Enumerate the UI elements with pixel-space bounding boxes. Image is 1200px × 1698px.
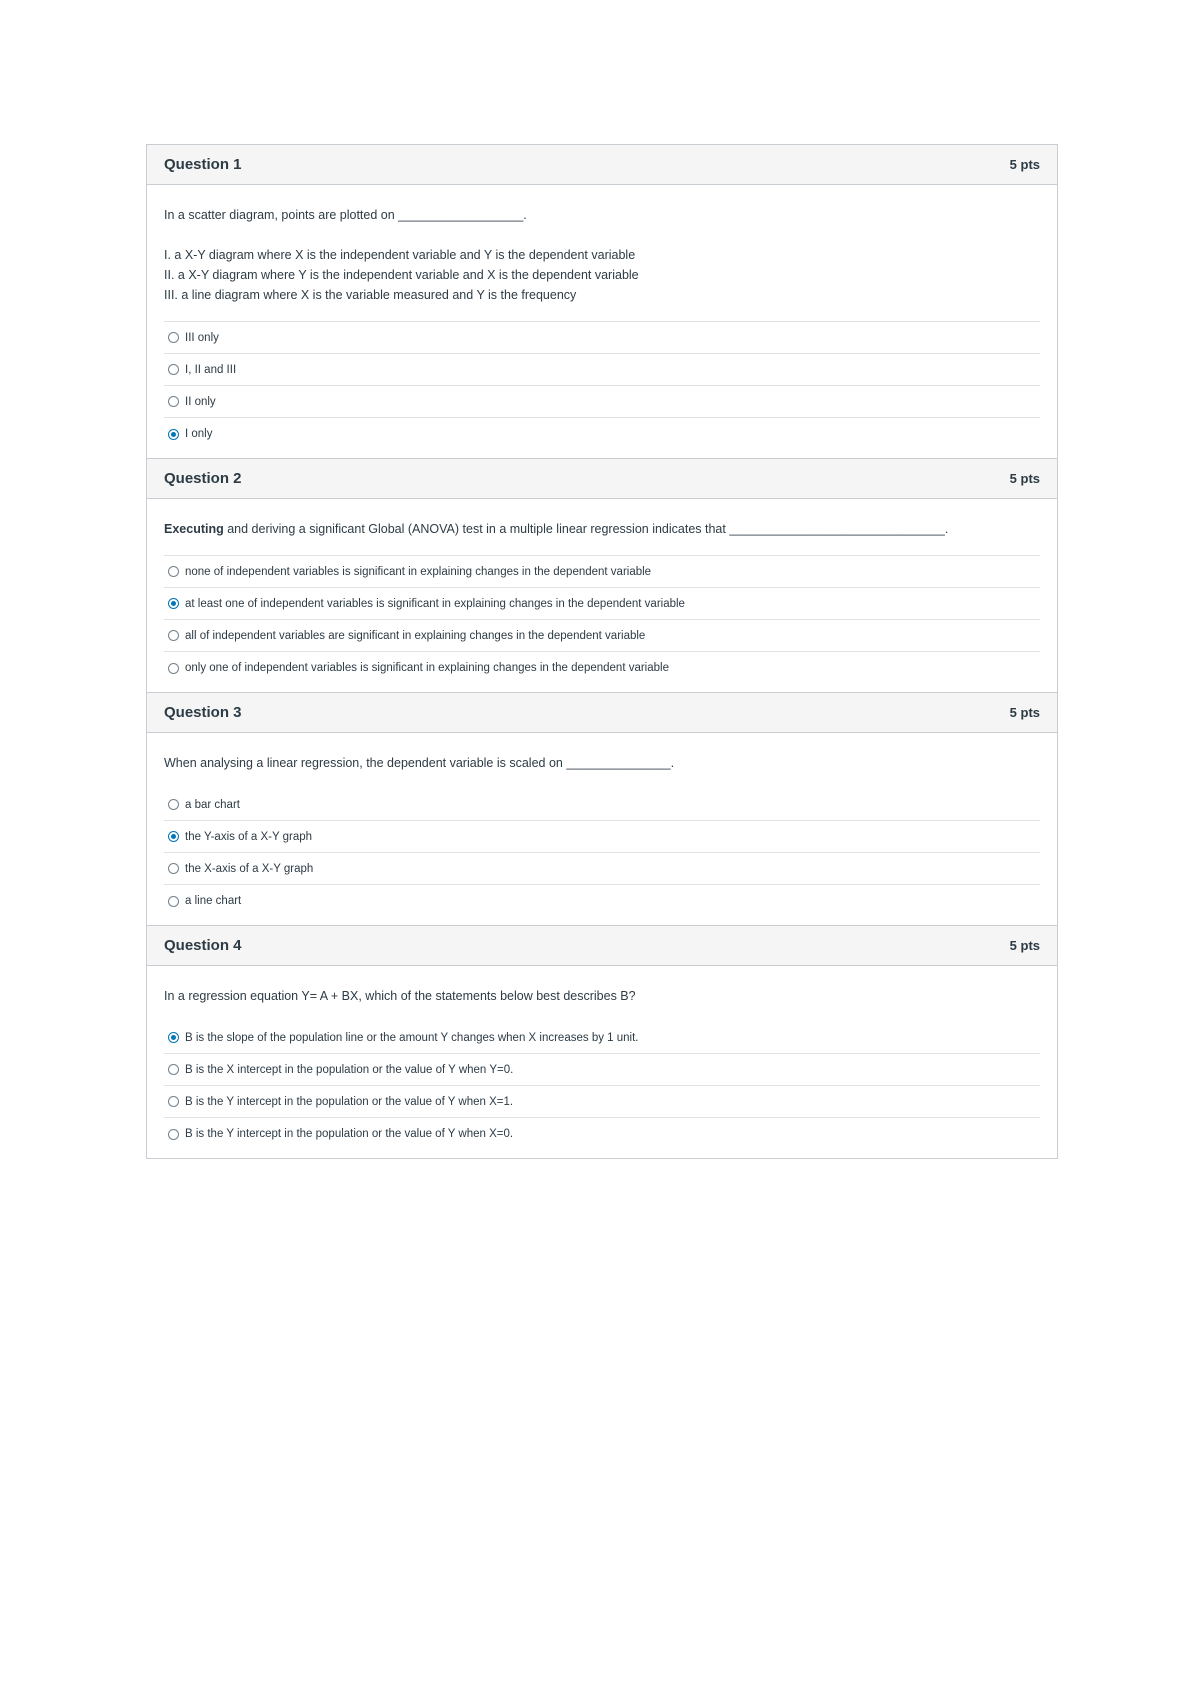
radio-button[interactable] [168,896,179,907]
question-title: Question 3 [164,704,242,721]
answer-option[interactable] [164,1086,1040,1118]
question-text [164,753,1040,773]
radio-button[interactable] [168,598,179,609]
answer-label: all of independent variables are significant in explaining changes in the dependent variable [185,629,646,642]
question-body [147,966,1057,1158]
radio-button[interactable] [168,332,179,343]
question-2 [147,459,1057,693]
answer-option[interactable] [164,1022,1040,1054]
question-text [164,519,1040,539]
radio-button[interactable] [168,663,179,674]
radio-button[interactable] [168,863,179,874]
question-body [147,733,1057,925]
answer-list [164,1022,1040,1150]
answer-label: B is the X intercept in the population or the value of Y when Y=0. [185,1063,514,1076]
radio-button[interactable] [168,429,179,440]
question-body [147,185,1057,458]
radio-button[interactable] [168,831,179,842]
radio-button[interactable] [168,630,179,641]
question-header [147,926,1057,966]
answer-option[interactable] [164,853,1040,885]
answer-option[interactable] [164,885,1040,917]
question-body [147,499,1057,692]
answer-label: II only [185,395,216,408]
radio-button[interactable] [168,799,179,810]
question-title: Question 2 [164,470,242,487]
question-1 [147,145,1057,459]
radio-button[interactable] [168,566,179,577]
answer-label: a line chart [185,895,242,907]
question-text-line: In a regression equation Y= A + BX, which of the statements below best describes B? [164,989,636,1003]
question-header [147,459,1057,499]
question-text-line: II. a X-Y diagram where Y is the independent variable and X is the dependent variable [164,268,639,282]
question-points: 5 pts [1009,705,1040,720]
answer-label: I only [185,428,213,440]
answer-label: III only [185,331,219,344]
radio-button[interactable] [168,364,179,375]
question-title: Question 4 [164,937,242,954]
question-header [147,693,1057,733]
answer-label: I, II and III [185,363,237,376]
question-text-line: In a scatter diagram, points are plotted on __________________. [164,208,527,222]
quiz-container [146,144,1058,1159]
question-4 [147,926,1057,1158]
answer-list [164,789,1040,917]
answer-option[interactable] [164,652,1040,684]
question-points: 5 pts [1009,938,1040,953]
answer-label: B is the Y intercept in the population or the value of Y when X=1. [185,1095,514,1108]
answer-option[interactable] [164,322,1040,354]
answer-option[interactable] [164,620,1040,652]
question-text-line: I. a X-Y diagram where X is the independent variable and Y is the dependent variable [164,248,636,262]
answer-label: the X-axis of a X-Y graph [185,862,314,875]
answer-option[interactable] [164,1054,1040,1086]
answer-option[interactable] [164,1118,1040,1150]
radio-button[interactable] [168,1032,179,1043]
answer-list [164,321,1040,450]
radio-button[interactable] [168,1064,179,1075]
answer-option[interactable] [164,386,1040,418]
answer-option[interactable] [164,789,1040,821]
answer-option[interactable] [164,354,1040,386]
question-text [164,205,1040,305]
answer-label: B is the Y intercept in the population or the value of Y when X=0. [185,1128,514,1140]
question-title: Question 1 [164,156,242,173]
question-3 [147,693,1057,926]
question-text [164,986,1040,1006]
radio-button[interactable] [168,1096,179,1107]
answer-label: a bar chart [185,798,240,811]
answer-label: only one of independent variables is significant in explaining changes in the dependent variable [185,662,669,674]
question-header [147,145,1057,185]
question-text-line: When analysing a linear regression, the dependent variable is scaled on _______________. [164,756,675,770]
question-points: 5 pts [1009,471,1040,486]
question-text-line: III. a line diagram where X is the variable measured and Y is the frequency [164,288,577,302]
question-points: 5 pts [1009,157,1040,172]
answer-label: the Y-axis of a X-Y graph [185,830,313,843]
answer-option[interactable] [164,821,1040,853]
answer-option[interactable] [164,588,1040,620]
answer-option[interactable] [164,556,1040,588]
question-text-bold: Executing [164,522,224,536]
answer-list [164,555,1040,684]
radio-button[interactable] [168,396,179,407]
question-text-line: and deriving a significant Global (ANOVA) test in a multiple linear regression indicates that _______________________________. [223,522,949,536]
answer-label: none of independent variables is significant in explaining changes in the dependent variable [185,565,652,578]
answer-option[interactable] [164,418,1040,450]
answer-label: B is the slope of the population line or the amount Y changes when X increases by 1 unit. [185,1031,639,1044]
answer-label: at least one of independent variables is significant in explaining changes in the dependent variable [185,597,685,610]
radio-button[interactable] [168,1129,179,1140]
